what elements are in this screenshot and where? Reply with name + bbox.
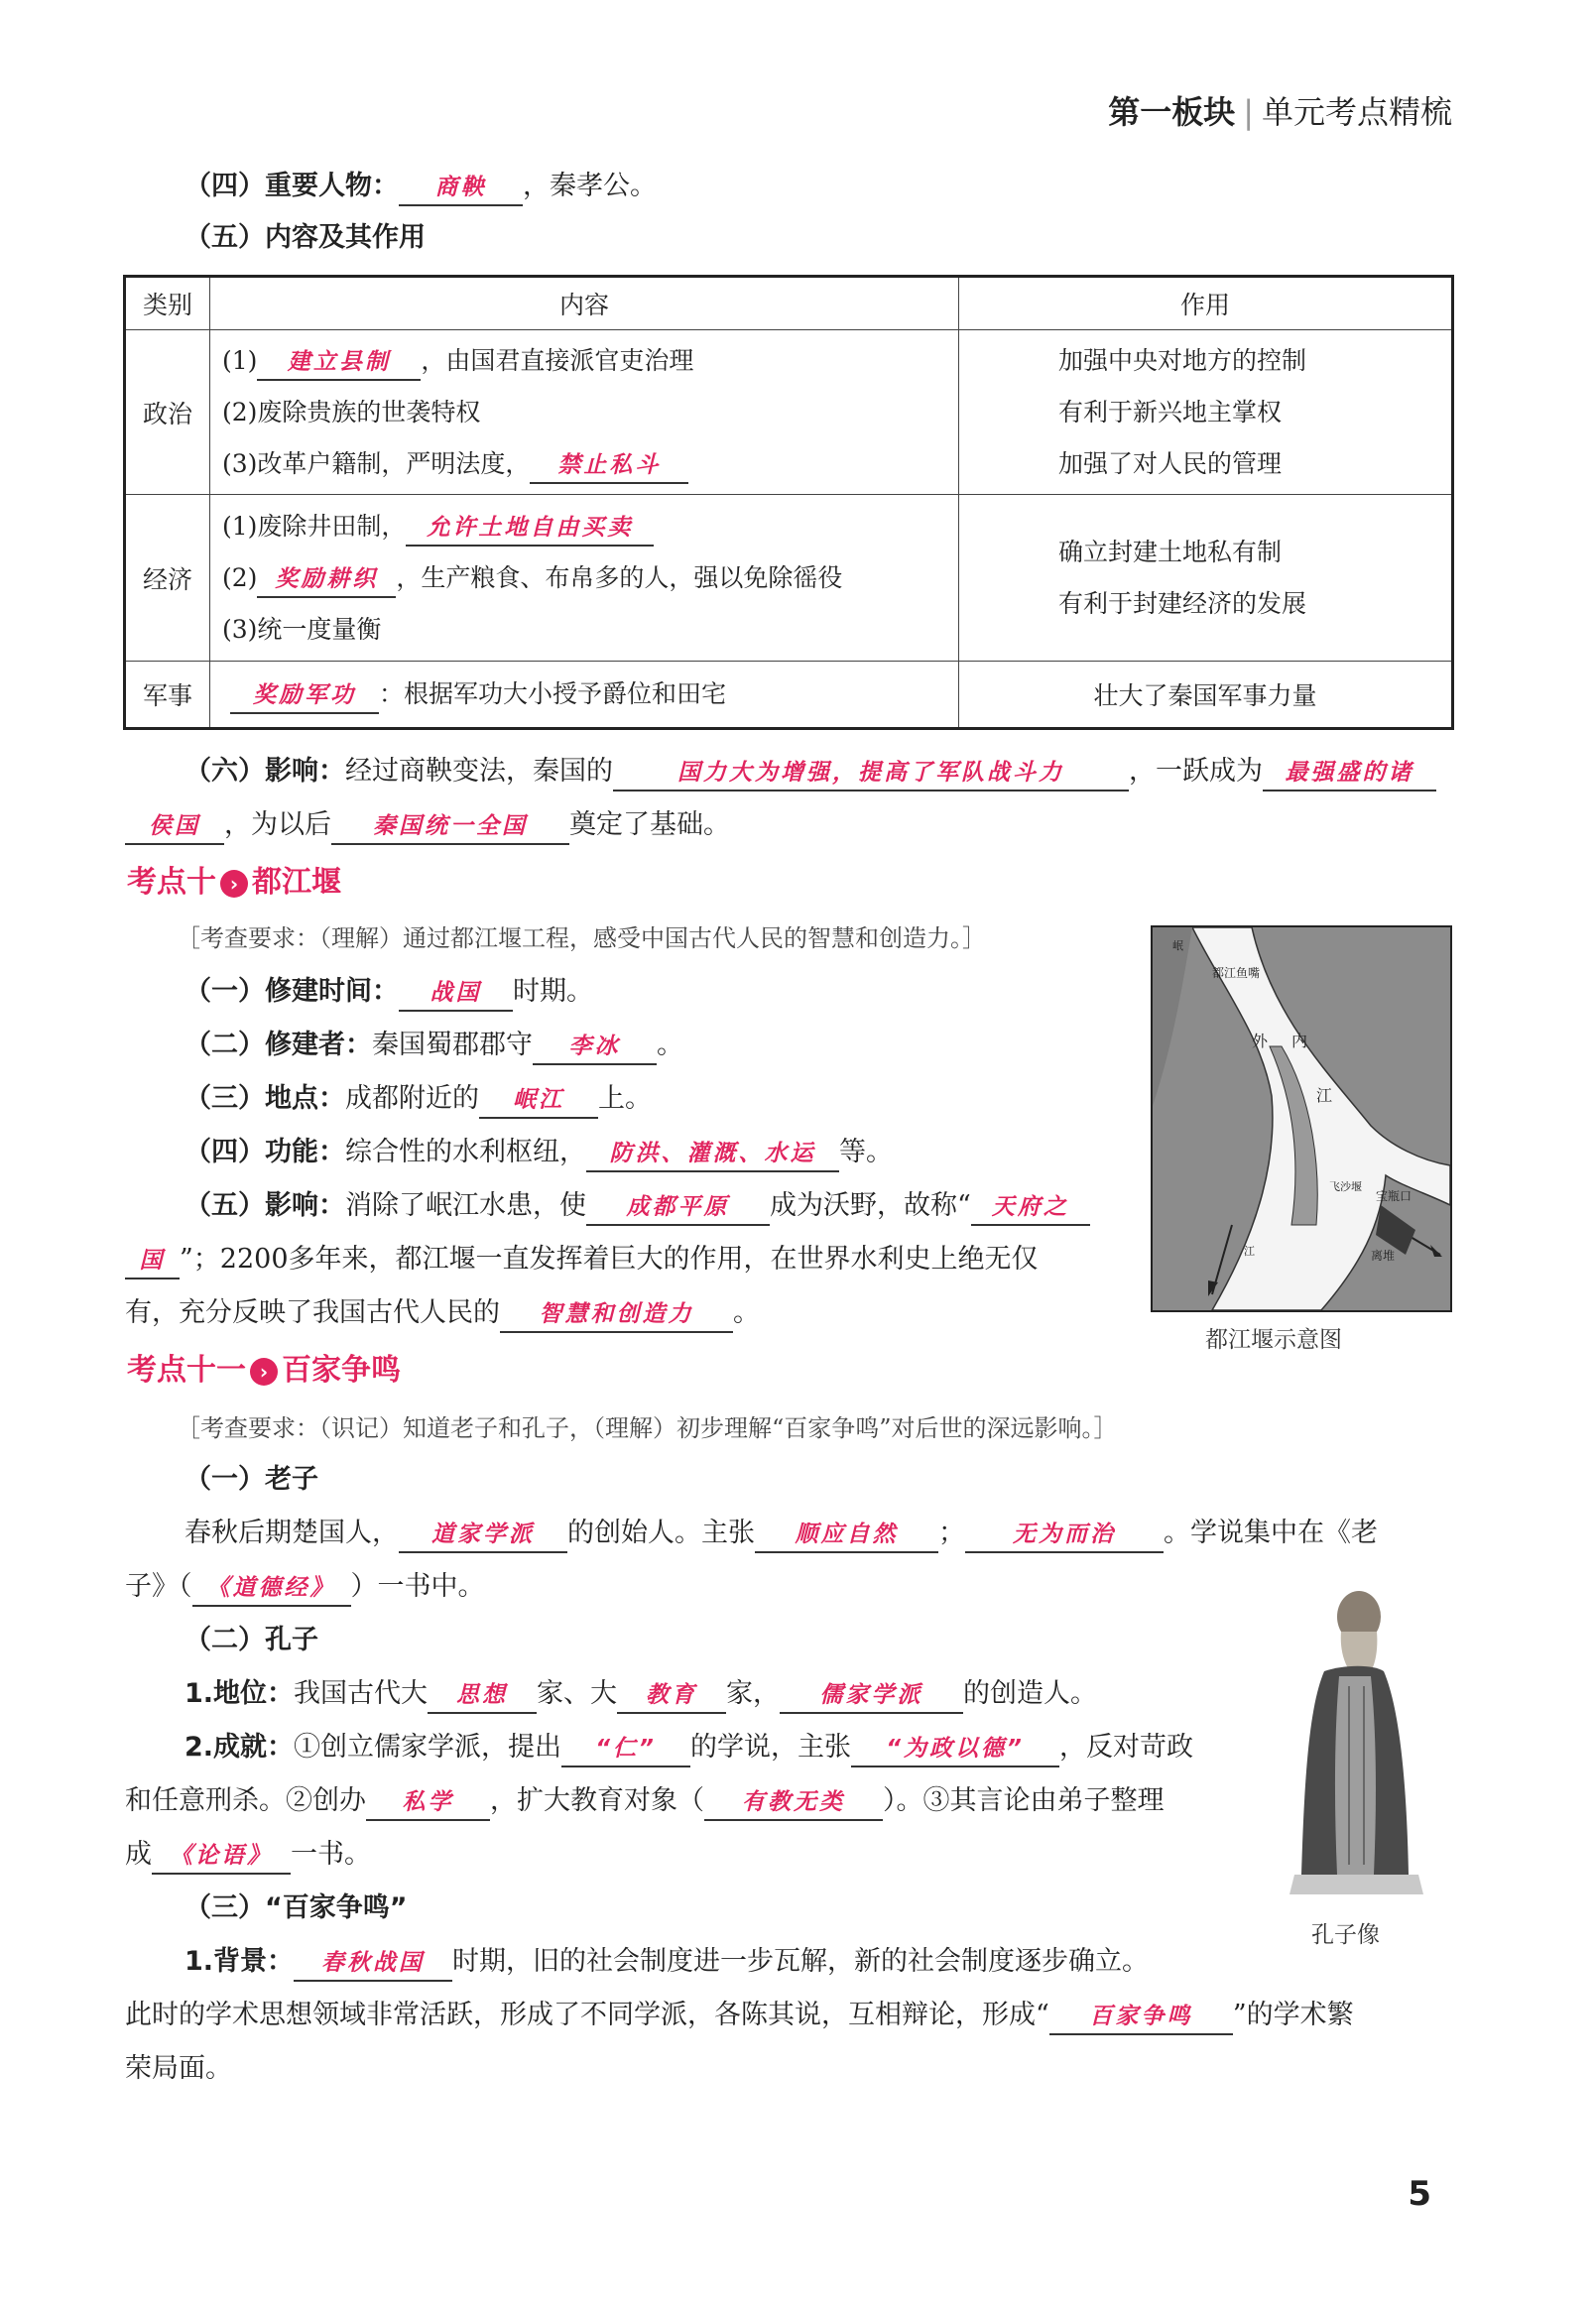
djy-influence3-post: 。 xyxy=(733,1297,760,1328)
part5-label: （五）内容及其作用 xyxy=(184,222,426,253)
map-caption: 都江堰示意图 xyxy=(1205,1327,1342,1353)
laozi-line2 xyxy=(125,1567,485,1607)
map-label-river2: 江 xyxy=(1244,1245,1255,1258)
part6-line1 xyxy=(184,752,1436,792)
baijia-label: （三）“百家争鸣” xyxy=(184,1892,408,1923)
economy-c2-answer: 奖励耕织 xyxy=(257,562,396,598)
djy-builder xyxy=(184,1026,683,1065)
djy-location-post: 上。 xyxy=(598,1083,652,1114)
part6-line2 xyxy=(125,805,730,845)
section-label: 第一板块 xyxy=(1108,93,1236,131)
djy-time-label: （一）修建时间： xyxy=(184,976,399,1007)
part6-t3: ，为以后 xyxy=(224,809,331,840)
djy-location-pre: 成都附近的 xyxy=(345,1083,479,1114)
dujiangyan-map xyxy=(1151,925,1452,1312)
baijia-background-answer: 春秋战国 xyxy=(294,1946,452,1982)
economy-effect-1: 确立封建土地私有制 xyxy=(1058,537,1283,566)
politics-c1-pre: (1) xyxy=(222,345,258,375)
kongzi-answer-school: 儒家学派 xyxy=(780,1678,963,1714)
laozi2-post: ）一书中。 xyxy=(350,1571,485,1602)
kongzi3-mid: ，扩大教育对象（ xyxy=(490,1785,704,1816)
kongzi-achievement-post: ，反对苛政 xyxy=(1059,1732,1194,1763)
politics-effect-2: 有利于新兴地主掌权 xyxy=(1058,397,1283,426)
map-label-min: 岷 xyxy=(1172,939,1183,952)
kongzi-achievement-mid: 的学说，主张 xyxy=(690,1732,852,1763)
kongzi-achievement-label: 2.成就： xyxy=(184,1732,295,1763)
header-effect: 作用 xyxy=(959,277,1453,330)
kongzi-position-mid1: 家、大 xyxy=(537,1678,618,1709)
laozi1-sep: ； xyxy=(938,1518,965,1548)
kongzi3-answer1: 私学 xyxy=(366,1785,490,1821)
baijia-background xyxy=(184,1942,1149,1982)
topic-11-number: 考点十一 xyxy=(127,1353,246,1388)
header-separator: | xyxy=(1243,93,1254,131)
baijia2-post: ”的学术繁 xyxy=(1232,2000,1354,2030)
military-effect: 壮大了秦国军事力量 xyxy=(959,662,1453,729)
baijia2-pre: 此时的学术思想领域非常活跃，形成了不同学派，各陈其说，互相辩论，形成“ xyxy=(125,2000,1049,2030)
laozi2-pre: 子》（ xyxy=(125,1571,192,1602)
kongzi-position xyxy=(184,1674,1097,1714)
djy-location-label: （三）地点： xyxy=(184,1083,345,1114)
map-label-baoping: 宝瓶口 xyxy=(1376,1189,1412,1203)
djy-influence-post: ”；2200多年来，都江堰一直发挥着巨大的作用，在世界水利史上绝无仅 xyxy=(180,1244,1039,1275)
laozi1-answer1: 道家学派 xyxy=(399,1518,567,1553)
part4-answer: 商鞅 xyxy=(399,171,523,206)
djy-influence-answer: 成都平原 xyxy=(586,1190,770,1226)
kongzi4-pre: 成 xyxy=(125,1839,152,1870)
part6-answer2b: 侯国 xyxy=(125,809,224,845)
politics-c2: (2)废除贵族的世袭特权 xyxy=(222,397,481,426)
map-label-outer: 外 xyxy=(1252,1032,1269,1050)
djy-influence-2 xyxy=(125,1240,1039,1279)
djy-function-pre: 综合性的水利枢纽， xyxy=(345,1137,586,1167)
djy-builder-post: 。 xyxy=(657,1030,683,1060)
baijia-background-label: 1.背景： xyxy=(184,1946,295,1977)
kongzi-answer-de: “为政以德” xyxy=(851,1732,1059,1767)
part6-t1: 经过商鞅变法，秦国的 xyxy=(345,756,613,787)
topic-10-requirement: ［考查要求：（理解）通过都江堰工程，感受中国古代人民的智慧和创造力。］ xyxy=(177,924,986,952)
topic-11-requirement: ［考查要求：（识记）知道老子和孔子，（理解）初步理解“百家争鸣”对后世的深远影响。］ xyxy=(177,1414,1118,1442)
dujiangyan-map-drawing xyxy=(1153,927,1450,1310)
military-content xyxy=(210,662,959,729)
part6-label: （六）影响： xyxy=(184,756,345,787)
kongzi-answer-ren: “仁” xyxy=(561,1732,690,1767)
politics-effect-1: 加强中央对地方的控制 xyxy=(1058,345,1307,375)
laozi-line1 xyxy=(184,1514,1378,1553)
table-header-row xyxy=(125,277,1453,330)
economy-c2-pre: (2) xyxy=(222,562,258,592)
djy-influence-mid: 成为沃野，故称“ xyxy=(770,1190,971,1221)
part4-label: （四）重要人物： xyxy=(184,171,399,201)
politics-c3-answer: 禁止私斗 xyxy=(530,448,688,484)
military-answer: 奖励军功 xyxy=(230,678,379,714)
kongzi4-post: 一书。 xyxy=(291,1839,371,1870)
header-content: 内容 xyxy=(210,277,959,330)
laozi1-answer3: 无为而治 xyxy=(965,1518,1164,1553)
economy-content xyxy=(210,495,959,662)
section-title: 单元考点精梳 xyxy=(1261,93,1452,131)
djy-influence-3 xyxy=(125,1293,760,1333)
topic-10-number: 考点十 xyxy=(127,865,216,900)
category-military: 军事 xyxy=(125,662,210,729)
laozi1-post: 。学说集中在《老 xyxy=(1164,1518,1378,1548)
important-figures xyxy=(184,167,657,206)
confucius-portrait xyxy=(1280,1577,1428,1904)
table-row-military xyxy=(125,662,1453,729)
category-politics: 政治 xyxy=(125,330,210,495)
politics-effect-3: 加强了对人民的管理 xyxy=(1058,448,1283,478)
laozi1-mid: 的创始人。主张 xyxy=(567,1518,755,1548)
politics-c1-answer: 建立县制 xyxy=(257,345,421,381)
baijia-background-post: 时期，旧的社会制度进一步瓦解，新的社会制度逐步确立。 xyxy=(452,1946,1150,1977)
baijia2-answer: 百家争鸣 xyxy=(1049,2000,1233,2035)
djy-influence-pre: 消除了岷江水患，使 xyxy=(345,1190,586,1221)
confucius-portrait-drawing xyxy=(1280,1577,1428,1904)
kongzi4-answer: 《论语》 xyxy=(152,1839,291,1875)
kongzi-achievement-3 xyxy=(125,1835,371,1875)
economy-c1-answer: 允许土地自由买卖 xyxy=(406,511,654,547)
page-number: 5 xyxy=(1408,2174,1431,2214)
kongzi3-post: ）。③其言论由弟子整理 xyxy=(883,1785,1165,1816)
baijia-line2 xyxy=(125,1996,1354,2035)
djy-influence-1 xyxy=(184,1186,1090,1226)
economy-effects xyxy=(959,495,1453,662)
economy-effect-2: 有利于封建经济的发展 xyxy=(1058,588,1307,618)
economy-c2-post: ，生产粮食、布帛多的人，强以免除徭役 xyxy=(396,562,843,592)
politics-effects xyxy=(959,330,1453,495)
djy-function xyxy=(184,1133,893,1172)
kongzi-position-pre: 我国古代大 xyxy=(294,1678,429,1709)
topic-10-title: 都江堰 xyxy=(252,865,341,900)
part6-t4: 奠定了基础。 xyxy=(569,809,730,840)
kongzi-achievement-1 xyxy=(184,1728,1193,1767)
page-header xyxy=(1108,87,1452,133)
djy-time-answer: 战国 xyxy=(399,976,513,1012)
map-label-feisha: 飞沙堰 xyxy=(1329,1180,1362,1193)
kongzi-position-post: 的创造人。 xyxy=(963,1678,1098,1709)
economy-c1-pre: (1)废除井田制， xyxy=(222,511,407,541)
map-label-river: 江 xyxy=(1316,1086,1333,1105)
table-row-politics xyxy=(125,330,1453,495)
politics-c3-pre: (3)改革户籍制，严明法度， xyxy=(222,448,531,478)
djy-influence-answer2a: 天府之 xyxy=(971,1190,1090,1226)
topic-11-title: 百家争鸣 xyxy=(282,1353,401,1388)
part6-answer3: 秦国统一全国 xyxy=(331,809,569,845)
laozi1-answer2: 顺应自然 xyxy=(755,1518,938,1553)
table-row-economy xyxy=(125,495,1453,662)
map-label-lidui: 离堆 xyxy=(1371,1249,1396,1263)
djy-influence3-answer: 智慧和创造力 xyxy=(500,1297,733,1333)
kongzi-position-label: 1.地位： xyxy=(184,1678,295,1709)
djy-time-post: 时期。 xyxy=(513,976,593,1007)
djy-time xyxy=(184,972,593,1012)
laozi2-answer: 《道德经》 xyxy=(192,1571,351,1607)
part6-answer2a: 最强盛的诸 xyxy=(1263,756,1436,792)
category-economy: 经济 xyxy=(125,495,210,662)
kongzi-answer-thinker: 思想 xyxy=(428,1678,537,1714)
chevron-right-icon: › xyxy=(250,1358,278,1386)
portrait-caption: 孔子像 xyxy=(1311,1922,1380,1948)
djy-location-answer: 岷江 xyxy=(479,1083,598,1119)
baijia-line3: 荣局面。 xyxy=(125,2053,232,2084)
kongzi-position-mid2: 家， xyxy=(726,1678,781,1709)
part6-answer1: 国力大为增强，提高了军队战斗力 xyxy=(613,756,1129,792)
part6-t2: ，一跃成为 xyxy=(1129,756,1263,787)
header-category: 类别 xyxy=(125,277,210,330)
chevron-right-icon: › xyxy=(220,870,248,898)
topic-11-heading xyxy=(127,1349,401,1393)
kongzi3-pre: 和任意刑杀。②创办 xyxy=(125,1785,366,1816)
politics-content xyxy=(210,330,959,495)
djy-influence3-pre: 有，充分反映了我国古代人民的 xyxy=(125,1297,500,1328)
djy-function-answer: 防洪、灌溉、水运 xyxy=(586,1137,839,1172)
djy-influence-label: （五）影响： xyxy=(184,1190,345,1221)
map-label-yuzui: 都江鱼嘴 xyxy=(1212,966,1261,980)
djy-location xyxy=(184,1079,652,1119)
laozi-label: （一）老子 xyxy=(184,1464,318,1495)
djy-function-post: 等。 xyxy=(839,1137,893,1167)
kongzi-achievement-pre: ①创立儒家学派，提出 xyxy=(294,1732,562,1763)
reform-table xyxy=(123,275,1454,730)
part4-rest: ，秦孝公。 xyxy=(523,171,657,201)
djy-builder-pre: 秦国蜀郡郡守 xyxy=(372,1030,533,1060)
kongzi-achievement-2 xyxy=(125,1781,1165,1821)
kongzi3-answer2: 有教无类 xyxy=(704,1785,883,1821)
djy-function-label: （四）功能： xyxy=(184,1137,345,1167)
djy-builder-answer: 李冰 xyxy=(533,1030,657,1065)
politics-c1-post: ，由国君直接派官吏治理 xyxy=(421,345,694,375)
djy-influence-answer2b: 国 xyxy=(125,1244,180,1279)
kongzi-label: （二）孔子 xyxy=(184,1625,318,1655)
military-post: ：根据军功大小授予爵位和田宅 xyxy=(379,679,727,708)
topic-10-heading xyxy=(127,861,341,905)
economy-c3: (3)统一度量衡 xyxy=(222,614,382,644)
map-label-inner: 内 xyxy=(1291,1032,1308,1050)
kongzi-answer-educator: 教育 xyxy=(617,1678,726,1714)
laozi1-pre: 春秋后期楚国人， xyxy=(184,1518,399,1548)
djy-builder-label: （二）修建者： xyxy=(184,1030,372,1060)
